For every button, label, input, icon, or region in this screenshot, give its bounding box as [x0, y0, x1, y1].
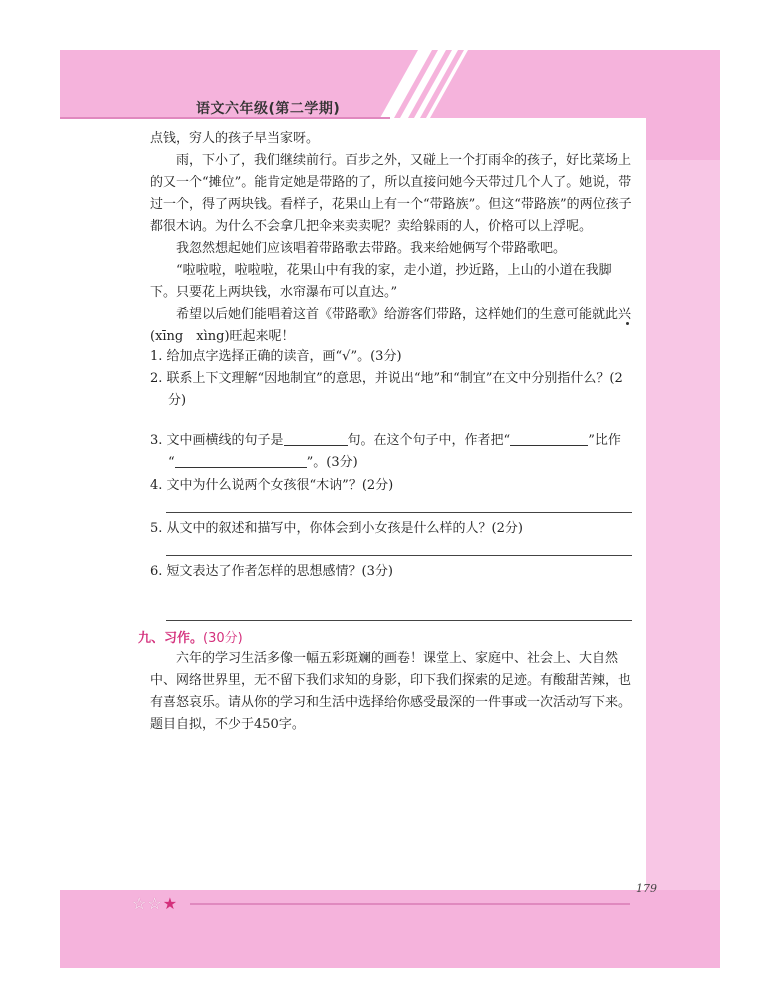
- right-margin-band: [646, 160, 720, 890]
- question-3-text-a: 3. 文中画横线的句子是: [150, 433, 284, 448]
- answer-line-6[interactable]: [166, 620, 632, 621]
- passage-paragraph-5: 希望以后她们能唱着这首《带路歌》给游客们带路，这样她们的生意可能就此兴(xīng xìng)旺起来呢！: [150, 307, 632, 344]
- question-2: [150, 368, 632, 412]
- passage-paragraph-3: 我忽然想起她们应该唱着带路歌去带路。我来给她俩写个带路歌吧。: [176, 241, 567, 256]
- header-stripes: [380, 50, 540, 118]
- question-3-text-e: ”。(3分): [306, 455, 358, 470]
- emphasis-dot: [626, 322, 629, 325]
- passage: [150, 128, 632, 348]
- question-3: [150, 430, 632, 474]
- answer-line-4[interactable]: [166, 512, 632, 513]
- answer-line-5[interactable]: [166, 555, 632, 556]
- question-2-line-1: 2. 联系上下文理解“因地制宜”的意思，并说出“地”和“制宜”在文中分别指什么？(2: [150, 371, 623, 386]
- question-4: 4. 文中为什么说两个女孩很“木讷”？(2分): [150, 478, 394, 493]
- footer-rule: [190, 903, 630, 905]
- header-title: 语文六年级(第二学期): [196, 101, 341, 117]
- section-9-title: [138, 627, 243, 646]
- question-6: 6. 短文表达了作者怎样的思想感情？(3分): [150, 564, 393, 579]
- question-3-blank-1[interactable]: [284, 431, 348, 446]
- star-hollow-icon: ☆: [132, 894, 148, 913]
- star-hollow-icon: ☆: [147, 894, 163, 913]
- passage-paragraph-4: “啦啦啦，啦啦啦，花果山中有我的家，走小道，抄近路，上山的小道在我脚下。只要花上两块钱，水帘瀑布可以直达。”: [150, 263, 612, 300]
- passage-paragraph-1: 点钱，穷人的孩子早当家呀。: [150, 131, 320, 146]
- question-2-line-2: 分): [168, 393, 187, 408]
- section-9-body: [150, 648, 632, 736]
- section-9-heading: 九、习作。: [138, 631, 204, 646]
- question-5: 5. 从文中的叙述和描写中，你体会到小女孩是什么样的人？(2分): [150, 521, 523, 536]
- question-3-text-d: “: [168, 455, 175, 470]
- star-filled-icon: ★: [162, 894, 179, 913]
- question-1: 1. 给加点字选择正确的读音，画“√”。(3分): [150, 349, 402, 364]
- question-3-text-b: 句。在这个句子中，作者把“: [347, 433, 511, 448]
- essay-prompt: 六年的学习生活多像一幅五彩斑斓的画卷！课堂上、家庭中、社会上、大自然中、网络世界里，无不留下我们求知的身影，印下我们探索的足迹。有酸甜苦辣，也有喜怒哀乐。请从你的学习和生活中选择给你感受最深的一件事或一次活动写下来。题目自拟，不少于450字。: [150, 651, 632, 732]
- question-3-blank-3[interactable]: [175, 453, 307, 468]
- section-9-score: (30分): [203, 631, 243, 646]
- page-number: 179: [636, 882, 657, 895]
- passage-paragraph-2: 雨，下小了，我们继续前行。百步之外，又碰上一个打雨伞的孩子，好比菜场上的又一个“摊位”。能肯定她是带路的了，所以直接问她今天带过几个人了。她说，带过一个，得了两块钱。看样子，花果山上有一个“带路族”。但这“带路族”的两位孩子都很木讷。为什么不会拿几把伞来卖卖呢？卖给躲雨的人，价格可以上浮呢。: [150, 153, 632, 234]
- rating-stars: [132, 894, 178, 913]
- question-3-text-c: ”比作: [588, 433, 621, 448]
- question-3-blank-2[interactable]: [510, 431, 588, 446]
